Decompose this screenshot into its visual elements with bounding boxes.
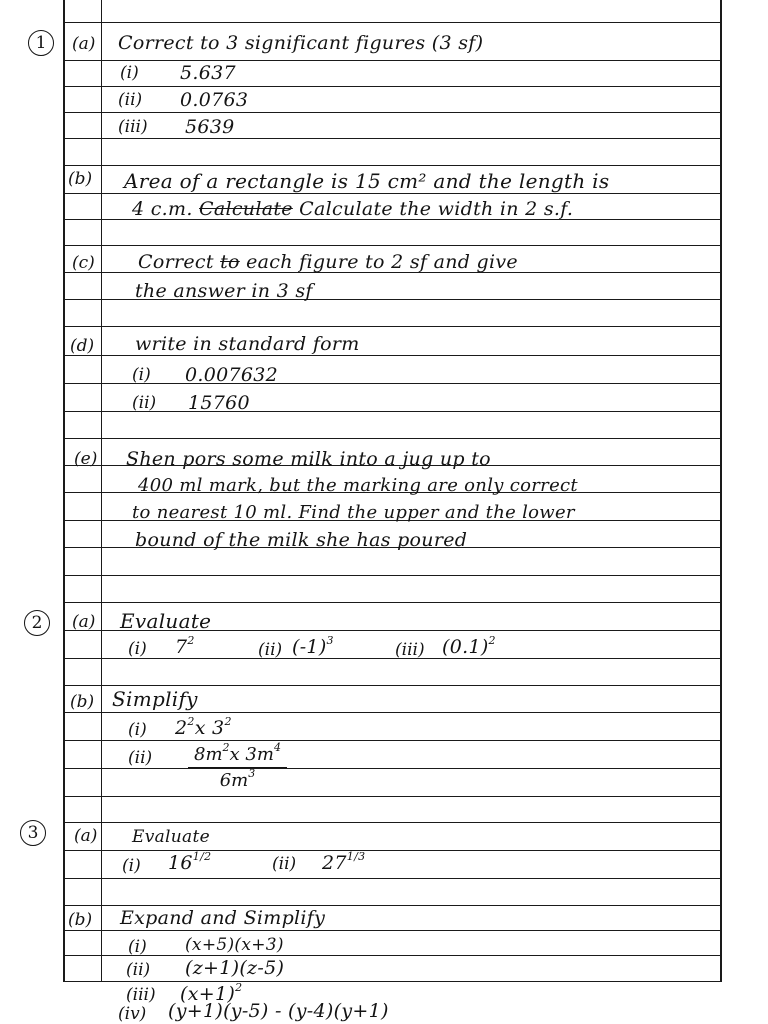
q1c-line-2: the answer in 3 sf xyxy=(135,280,313,302)
q1b-line-1: Area of a rectangle is 15 cm² and the length is xyxy=(124,169,610,193)
ruled-line xyxy=(63,712,720,713)
q3a-ii-base: 27 xyxy=(322,852,347,874)
q1b-struck-word: Calculate xyxy=(199,198,293,220)
q3a-i-base: 16 xyxy=(168,852,193,874)
q3b-iii-exponent: 2 xyxy=(235,981,243,994)
q2b-ii-num-term-2: x 3m xyxy=(229,744,274,765)
q2b-i-base-2: x 3 xyxy=(194,717,225,739)
q3b-i-label: (i) xyxy=(128,937,147,957)
q1e-line-1: Shen pors some milk into a jug up to xyxy=(126,448,491,470)
q3b-iii-base: (x+1) xyxy=(180,983,236,1005)
ruled-line xyxy=(63,955,720,956)
q1c-label: (c) xyxy=(72,253,95,273)
q3a-instruction: Evaluate xyxy=(132,827,210,847)
ruled-line xyxy=(63,383,720,384)
ruled-line xyxy=(63,355,720,356)
q1a-instruction: Correct to 3 significant figures (3 sf) xyxy=(118,32,484,54)
q3b-ii-expression: (z+1)(z-5) xyxy=(185,957,285,979)
q1a-label: (a) xyxy=(72,34,96,54)
ruled-line xyxy=(63,930,720,931)
q1b-line-2-pre: 4 c.m. xyxy=(132,198,193,220)
q2b-ii-num-term-1: 8m xyxy=(194,744,223,765)
q1d-ii-value: 15760 xyxy=(188,392,250,414)
q1c-struck-word: to xyxy=(220,251,240,273)
ruled-line xyxy=(63,740,720,741)
ruled-line xyxy=(63,60,720,61)
question-number-1: 1 xyxy=(28,30,54,56)
q2b-i-exponent-1: 2 xyxy=(187,715,195,728)
q1a-ii-value: 0.0763 xyxy=(180,89,249,111)
q1a-iii-label: (iii) xyxy=(118,117,148,137)
ruled-line xyxy=(63,575,720,576)
q2a-label: (a) xyxy=(72,612,96,632)
q1d-instruction: write in standard form xyxy=(135,333,360,355)
q2b-ii-numerator xyxy=(188,741,287,768)
q2a-ii-label: (ii) xyxy=(258,640,283,660)
q3a-ii-label: (ii) xyxy=(272,854,297,874)
q3b-iii-label: (iii) xyxy=(126,985,156,1005)
ruled-line xyxy=(63,658,720,659)
q2b-i-exponent-2: 2 xyxy=(224,715,232,728)
q3a-ii-expression xyxy=(322,852,365,874)
q1b-line-2-post: Calculate the width in 2 s.f. xyxy=(299,198,574,220)
q2b-instruction: Simplify xyxy=(112,687,198,711)
q3a-label: (a) xyxy=(74,826,98,846)
ruled-line xyxy=(63,685,720,686)
ruled-line xyxy=(63,138,720,139)
q1d-i-label: (i) xyxy=(132,365,151,385)
q1c-line-1-post: each figure to 2 sf and give xyxy=(246,251,518,273)
q2b-ii-label: (ii) xyxy=(128,748,153,768)
q3b-iv-expression: (y+1)(y-5) - (y-4)(y+1) xyxy=(168,1000,389,1022)
q3b-i-expression: (x+5)(x+3) xyxy=(185,935,284,955)
q3b-instruction: Expand and Simplify xyxy=(120,907,326,929)
ruled-line xyxy=(63,768,720,769)
q3b-ii-label: (ii) xyxy=(126,960,151,980)
q1d-label: (d) xyxy=(70,336,95,356)
q1e-label: (e) xyxy=(74,449,98,469)
q1e-line-3: to nearest 10 ml. Find the upper and the lower xyxy=(132,502,575,523)
ruled-line xyxy=(63,796,720,797)
q2b-ii-den-term: 6m xyxy=(219,770,249,791)
q2b-i-label: (i) xyxy=(128,720,147,740)
q2b-i-base-1: 2 xyxy=(175,717,188,739)
q2a-iii-base: (0.1) xyxy=(442,636,489,658)
ruled-line xyxy=(63,193,720,194)
q3b-label: (b) xyxy=(68,910,93,930)
q1e-line-4: bound of the milk she has poured xyxy=(135,529,468,551)
q1b-label: (b) xyxy=(68,169,93,189)
q2a-ii-base: (-1) xyxy=(292,636,327,658)
q2a-instruction: Evaluate xyxy=(120,609,212,633)
q1a-ii-label: (ii) xyxy=(118,90,143,110)
q2b-i-expression xyxy=(175,717,232,739)
ruled-line xyxy=(63,326,720,327)
ruled-line xyxy=(63,822,720,823)
ruled-line xyxy=(63,438,720,439)
q1d-ii-label: (ii) xyxy=(132,393,157,413)
q3a-i-label: (i) xyxy=(122,856,141,876)
q2a-ii-expression xyxy=(292,636,334,658)
question-number-3: 3 xyxy=(20,820,46,846)
ruled-line xyxy=(63,905,720,906)
q2a-iii-expression xyxy=(442,636,496,658)
ruled-line xyxy=(63,245,720,246)
q1a-i-label: (i) xyxy=(120,63,139,83)
ruled-line xyxy=(63,165,720,166)
q2a-i-exponent: 2 xyxy=(187,634,195,647)
q1b-line-2 xyxy=(132,198,573,220)
q3a-ii-exponent: 1/3 xyxy=(346,850,366,863)
q2b-ii-den-exp: 3 xyxy=(248,767,256,780)
q2b-ii-denominator xyxy=(188,768,287,791)
q2b-ii-num-exp-1: 2 xyxy=(222,741,230,754)
q2a-i-base: 7 xyxy=(175,636,188,658)
q3a-i-exponent: 1/2 xyxy=(192,850,212,863)
ruled-line xyxy=(63,981,720,982)
q2a-i-label: (i) xyxy=(128,639,147,659)
q2b-ii-num-exp-2: 4 xyxy=(273,741,281,754)
q2a-iii-label: (iii) xyxy=(395,640,425,660)
q2a-i-expression xyxy=(175,636,195,658)
q2b-label: (b) xyxy=(70,692,95,712)
question-number-2: 2 xyxy=(24,610,50,636)
q1a-iii-value: 5639 xyxy=(185,116,235,138)
ruled-line xyxy=(63,86,720,87)
ruled-line xyxy=(63,112,720,113)
margin-line xyxy=(101,0,102,982)
ruled-line xyxy=(63,411,720,412)
q1a-i-value: 5.637 xyxy=(180,62,236,84)
ruled-line xyxy=(63,602,720,603)
q1e-line-2: 400 ml mark, but the marking are only correct xyxy=(138,475,578,496)
ruled-line xyxy=(63,878,720,879)
q1c-line-1-pre: Correct xyxy=(138,251,214,273)
q2a-iii-exponent: 2 xyxy=(488,634,496,647)
q3a-i-expression xyxy=(168,852,211,874)
q1c-line-1 xyxy=(138,251,518,273)
q1d-i-value: 0.007632 xyxy=(185,364,279,386)
q2b-ii-fraction xyxy=(188,741,287,791)
ruled-line xyxy=(63,850,720,851)
q3b-iv-label: (iv) xyxy=(118,1004,147,1024)
ruled-line xyxy=(63,22,720,23)
q2a-ii-exponent: 3 xyxy=(326,634,334,647)
